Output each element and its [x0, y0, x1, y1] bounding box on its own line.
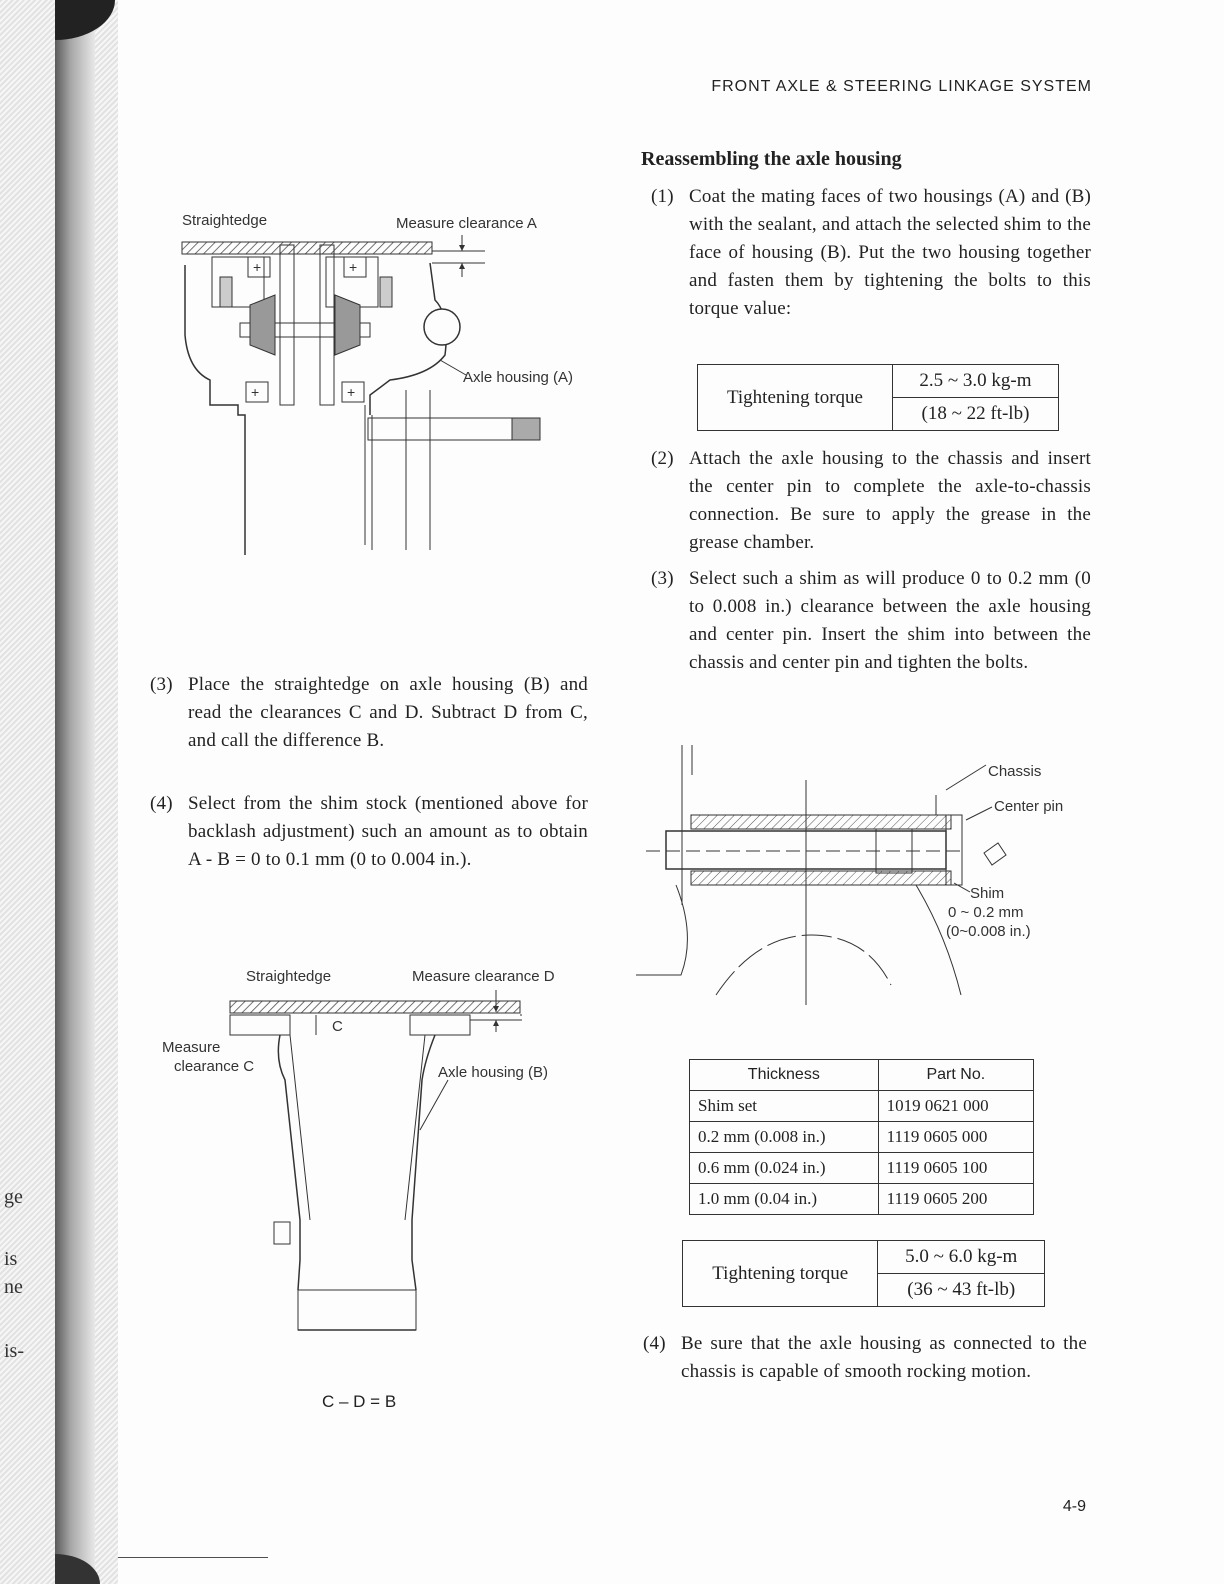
cell-thickness: 0.2 mm (0.008 in.) — [690, 1122, 879, 1153]
step-number: (3) — [651, 568, 674, 589]
cell-part-no: 1019 0621 000 — [878, 1091, 1033, 1122]
step-number: (3) — [150, 674, 173, 695]
right-step-1 — [651, 183, 1091, 323]
torque-metric: 5.0 ~ 6.0 kg-m — [878, 1241, 1045, 1274]
column-header-thickness: Thickness — [690, 1060, 879, 1091]
step-number: (2) — [651, 448, 674, 469]
right-step-3 — [651, 565, 1091, 677]
straightedge — [182, 242, 432, 254]
label-measure-c-1: Measure — [162, 1039, 221, 1056]
straightedge-b — [230, 1001, 520, 1013]
page-number: 4-9 — [1062, 1498, 1086, 1515]
label-c: C — [332, 1018, 343, 1035]
left-step-4 — [150, 790, 588, 874]
torque-label: Tightening torque — [683, 1241, 878, 1307]
cell-thickness: 0.6 mm (0.024 in.) — [690, 1153, 879, 1184]
edge-fragment: is — [4, 1248, 18, 1270]
figure-center-pin — [636, 735, 1086, 1005]
svg-text:+: + — [253, 259, 262, 275]
label-measure-clearance-d: Measure clearance D — [412, 968, 555, 985]
left-step-3 — [150, 671, 588, 755]
torque-label: Tightening torque — [698, 365, 893, 431]
step-text: Coat the mating faces of two housings (A) and (B) with the sealant, and attach the selected shim to the face of housing (B). Put the two housing together and fasten them by tightening the bolts to this torque value: — [689, 186, 1091, 319]
step-number: (1) — [651, 186, 674, 207]
torque-table-2 — [682, 1240, 1045, 1307]
step-number: (4) — [150, 793, 173, 814]
torque-imperial: (18 ~ 22 ft-lb) — [892, 398, 1058, 431]
formula-c-minus-d: C – D = B — [322, 1392, 397, 1411]
svg-text:+: + — [349, 259, 358, 275]
cell-thickness: 1.0 mm (0.04 in.) — [690, 1184, 879, 1215]
label-axle-housing-b: Axle housing (B) — [438, 1064, 549, 1081]
label-measure-clearance-a: Measure clearance A — [396, 215, 537, 232]
torque-table-1 — [697, 364, 1059, 431]
label-shim: Shim — [970, 885, 1005, 902]
svg-text:+: + — [251, 384, 260, 400]
right-step-4 — [643, 1330, 1087, 1386]
page-header: FRONT AXLE & STEERING LINKAGE SYSTEM — [711, 78, 1092, 95]
shim-parts-table — [689, 1059, 1034, 1215]
label-straightedge-b: Straightedge — [246, 968, 332, 985]
step-text: Be sure that the axle housing as connected to the chassis is capable of smooth rocking motion. — [681, 1333, 1087, 1382]
cell-thickness: Shim set — [690, 1091, 879, 1122]
torque-metric: 2.5 ~ 3.0 kg-m — [892, 365, 1058, 398]
step-number: (4) — [643, 1333, 666, 1354]
step-text: Select such a shim as will produce 0 to 0.2 mm (0 to 0.008 in.) clearance between the axle housing and center pin. Insert the shim into between the chassis and center pin and tighten the bolts. — [689, 568, 1091, 673]
label-center-pin: Center pin — [994, 798, 1064, 815]
table-row — [690, 1122, 1034, 1153]
table-row — [690, 1153, 1034, 1184]
right-step-2 — [651, 445, 1091, 557]
edge-fragment: is- — [4, 1340, 24, 1362]
table-row — [690, 1091, 1034, 1122]
step-text: Place the straightedge on axle housing (B) and read the clearances C and D. Subtract D from C, and call the difference B. — [188, 674, 588, 751]
label-clearance-mm: 0 ~ 0.2 mm — [948, 904, 1024, 921]
table-row — [690, 1184, 1034, 1215]
label-straightedge: Straightedge — [182, 212, 268, 229]
svg-text:+: + — [347, 384, 356, 400]
label-measure-c-2: clearance C — [174, 1058, 255, 1075]
edge-fragment: ne — [4, 1276, 23, 1298]
edge-fragment: ge — [4, 1186, 23, 1208]
step-text: Select from the shim stock (mentioned above for backlash adjustment) such an amount as to obtain A - B = 0 to 0.1 mm (0 to 0.004 in.). — [188, 793, 588, 870]
bottom-rule — [118, 1557, 268, 1558]
label-axle-housing-a: Axle housing (A) — [463, 369, 574, 386]
cell-part-no: 1119 0605 200 — [878, 1184, 1033, 1215]
figure-axle-housing-a — [150, 205, 590, 555]
figure-axle-housing-b — [150, 960, 600, 1340]
label-clearance-in: (0~0.008 in.) — [946, 923, 1031, 940]
cell-part-no: 1119 0605 000 — [878, 1122, 1033, 1153]
section-title: Reassembling the axle housing — [641, 148, 902, 170]
spine-shadow — [55, 0, 95, 1584]
torque-imperial: (36 ~ 43 ft-lb) — [878, 1274, 1045, 1307]
column-header-part-no: Part No. — [878, 1060, 1033, 1091]
cell-part-no: 1119 0605 100 — [878, 1153, 1033, 1184]
step-text: Attach the axle housing to the chassis and insert the center pin to complete the axle-to-chassis connection. Be sure to apply the grease in the grease chamber. — [689, 448, 1091, 553]
label-chassis: Chassis — [988, 763, 1042, 780]
